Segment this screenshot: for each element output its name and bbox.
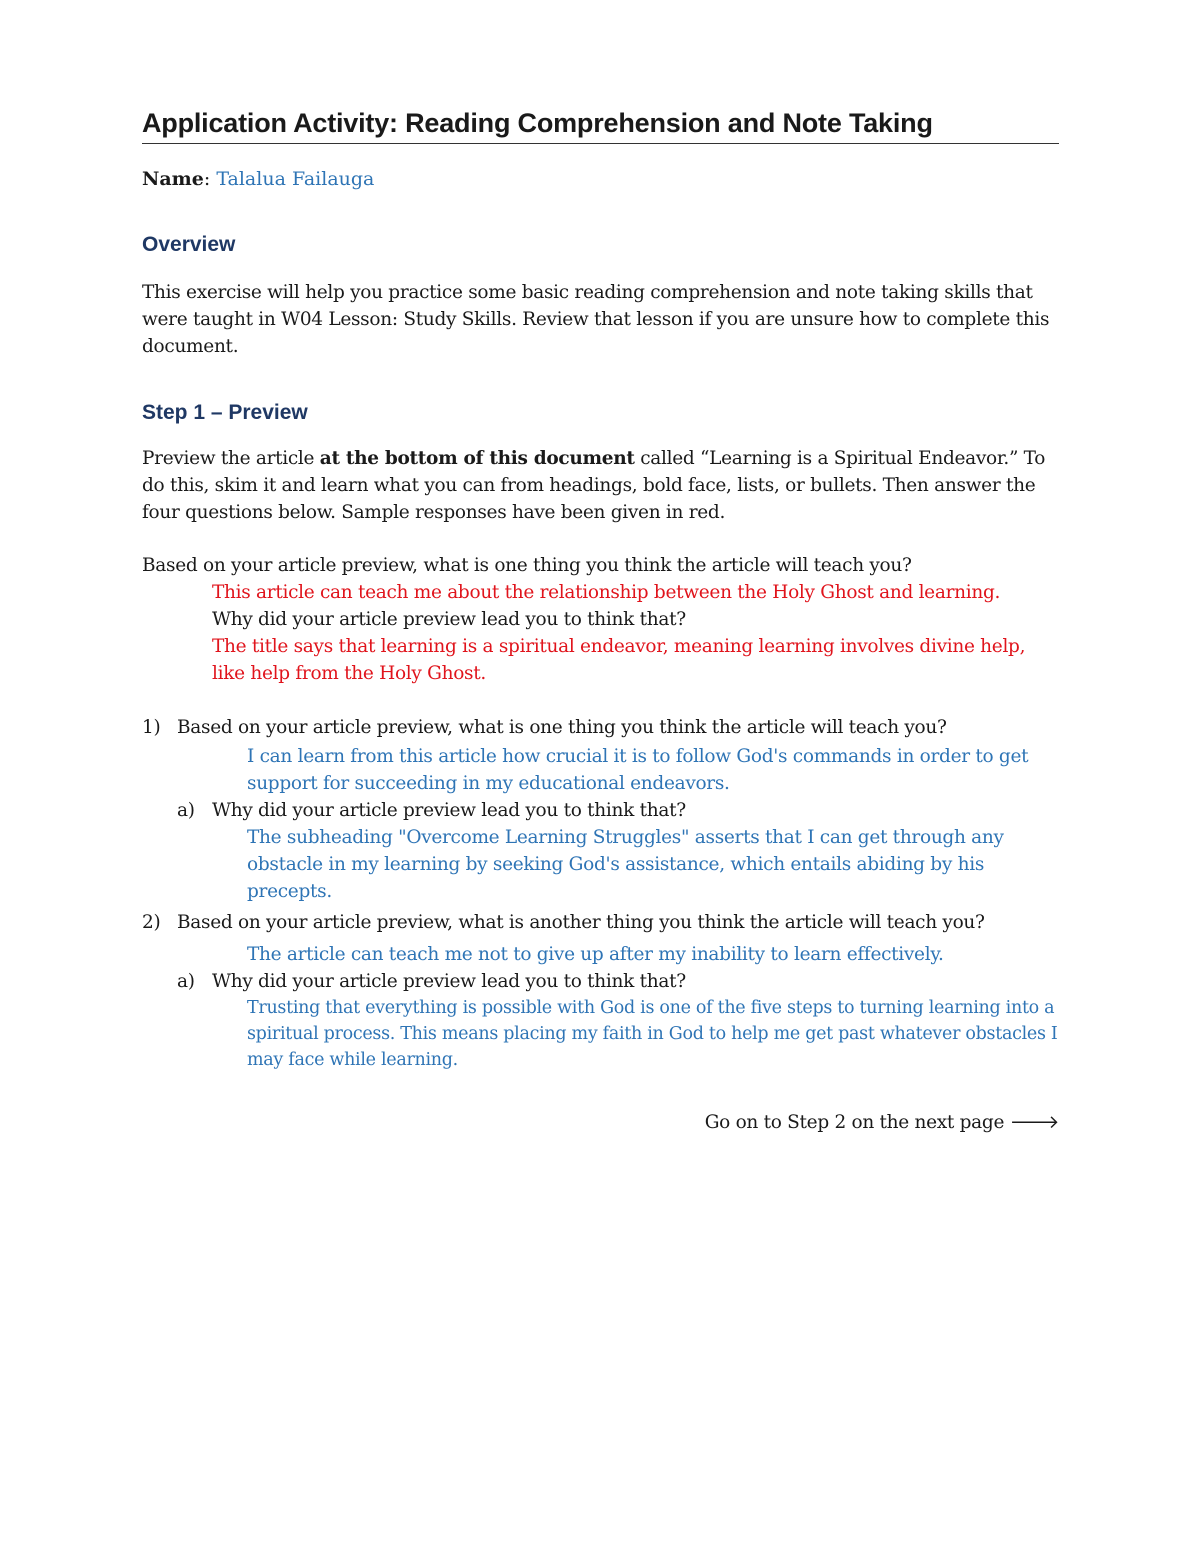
question-list: [142, 714, 1059, 1073]
name-line: Name: Talalua Failauga: [142, 168, 375, 190]
sample-question: Based on your article preview, what is one thing you think the article will teach you?: [142, 555, 912, 576]
step1-intro-end: called “Learning is a Spiritual Endeavor.” To do this, skim it and learn what you can from headings, bold face, lists, or bullets. Then answer the four questions below. Sample responses have been given in red.: [142, 448, 1046, 523]
student-name: Talalua Failauga: [216, 168, 375, 190]
question-1: [142, 714, 1059, 741]
sample-block: [142, 552, 1059, 687]
question-2-text: Based on your article preview, what is another thing you think the article will teach you?: [177, 912, 985, 933]
question-2a-answer[interactable]: Trusting that everything is possible with God is one of the five steps to turning learning into a spiritual process. This means placing my faith in God to help me get past whatever obstacles I may face while learning.: [247, 998, 1058, 1070]
question-1a-answer[interactable]: The subheading "Overcome Learning Struggles" asserts that I can get through any obstacle in my learning by seeking God's assistance, which entails abiding by his precepts.: [247, 827, 1004, 902]
step1-intro: [142, 445, 1059, 526]
sample-followup: Why did your article preview lead you to think that?: [212, 609, 686, 630]
question-1-text: Based on your article preview, what is one thing you think the article will teach you?: [177, 717, 947, 738]
right-arrow-icon: 🡒: [1009, 1112, 1059, 1133]
document-page: [142, 108, 1059, 1136]
question-1a-number: a): [177, 800, 195, 821]
question-2a-text: Why did your article preview lead you to think that?: [212, 971, 686, 992]
next-page-note: [142, 1109, 1059, 1136]
document-title: Application Activity: Reading Comprehension and Note Taking: [142, 108, 1059, 144]
next-page-text: Go on to Step 2 on the next page: [704, 1112, 1005, 1133]
question-1a: [142, 797, 1059, 824]
step1-heading: Step 1 – Preview: [142, 401, 308, 424]
sample-followup-answer: The title says that learning is a spiritual endeavor, meaning learning involves divine help, like help from the Holy Ghost.: [212, 636, 1026, 684]
overview-text: This exercise will help you practice some basic reading comprehension and note taking skills that were taught in W04 Lesson: Study Skills. Review that lesson if you are unsure how to complete this document.: [142, 282, 1050, 357]
step1-intro-bold: at the bottom of this document: [319, 448, 635, 469]
question-2-number: 2): [142, 912, 161, 933]
question-2a-number: a): [177, 971, 195, 992]
question-1-answer[interactable]: I can learn from this article how crucial it is to follow God's commands in order to get support for succeeding in my educational endeavors.: [247, 746, 1029, 794]
question-2a: [142, 968, 1059, 995]
question-2-answer[interactable]: The article can teach me not to give up after my inability to learn effectively.: [247, 944, 944, 965]
name-label: Name: [142, 168, 204, 190]
question-1-number: 1): [142, 717, 161, 738]
overview-heading: Overview: [142, 233, 236, 256]
sample-answer: This article can teach me about the relationship between the Holy Ghost and learning.: [212, 582, 1001, 603]
question-2: [142, 907, 1059, 939]
step1-intro-start: Preview the article: [142, 448, 320, 469]
question-1a-text: Why did your article preview lead you to think that?: [212, 800, 686, 821]
